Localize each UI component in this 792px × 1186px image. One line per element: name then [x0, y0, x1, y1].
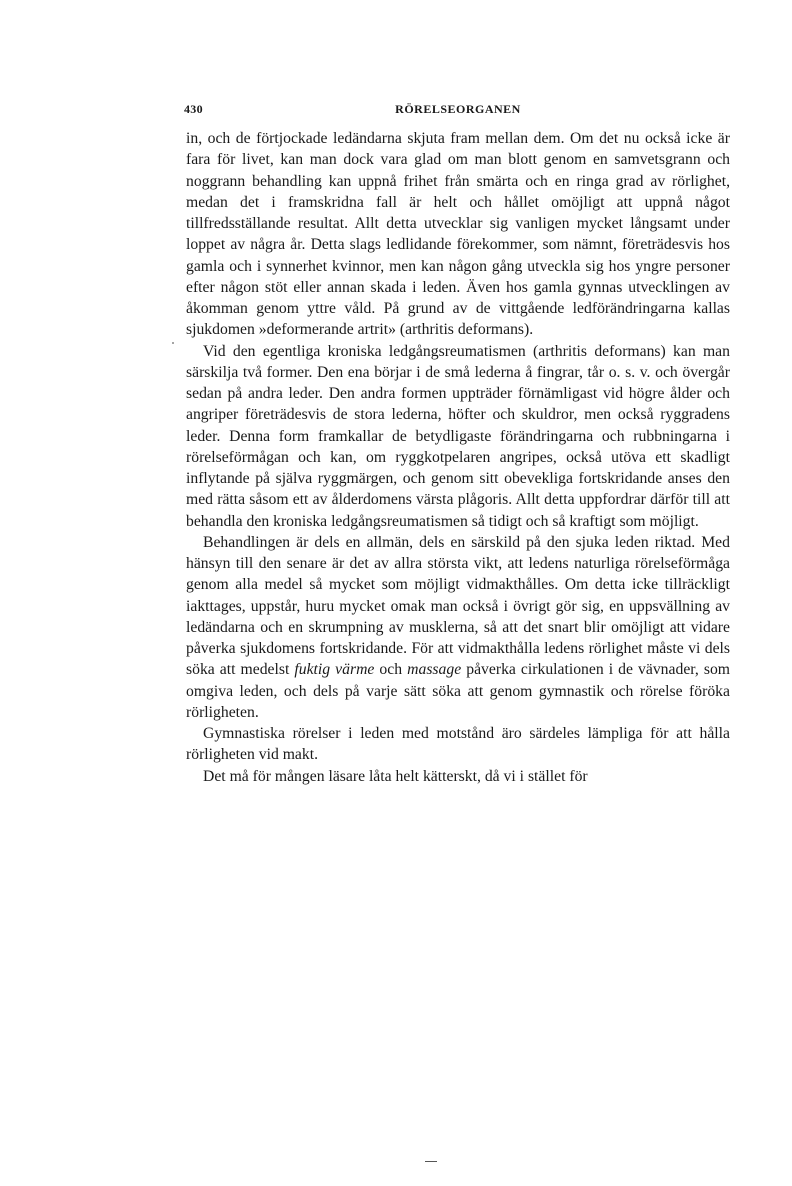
footer-dash — [425, 1161, 437, 1162]
text-segment: Behandlingen är dels en allmän, dels en särskild på den sjuka leden riktad. Med hänsyn till den senare är det av allra största vikt, att ledens naturliga rörelseförmåga genom alla medel så mycket som möjligt vidmakthålles. Om detta icke tillräckligt iakttages, uppstår, huru mycket omak man också i övrigt gör sig, en uppsvällning av ledändarna och en skrumpning av musklerna, så att det snart blir omöjligt att vidare påverka sjukdomens fortskridande. För att vidmakthålla ledens rörlighet måste vi dels söka att medelst — [186, 533, 730, 679]
running-head: RÖRELSEORGANEN — [395, 102, 521, 116]
margin-mark — [172, 342, 174, 344]
page-number: 430 — [184, 102, 203, 116]
text-segment: Det må för mången läsare låta helt kätterskt, då vi i stället för — [203, 767, 588, 785]
text-segment: påverka cirkulationen i de vävnader, som omgiva leden, och dels på varje sätt söka att genom gymnastik och rörelse föröka rörligheten. — [186, 661, 730, 721]
text-segment: Vid den egentliga kroniska ledgångsreumatismen (arthritis deformans) kan man särskilja två former. Den ena börjar i de små lederna å fingrar, tår o. s. v. och övergår sedan på andra leder. Den andra formen uppträder förnämligast vid högre ålder och angriper företrädesvis de stora lederna, höfter och skuldror, men också ryggradens leder. Denna form framkallar de betydligaste förändringarna och rubbningarna i rörelseförmågan och kan, om ryggkotpelaren angripes, också utöva ett skadligt inflytande på själva ryggmärgen, och genom sitt obevekliga fortskridande anses den med rätta såsom ett av ålderdomens värsta plågoris. Allt detta uppfordrar därför till att behandla den kroniska ledgångsreumatismen så tidigt och så kraftigt som möjligt. — [186, 342, 730, 530]
body-text — [186, 128, 730, 787]
text-segment: Gymnastiska rörelser i leden med motstånd äro särdeles lämpliga för att hålla rörligheten vid makt. — [186, 725, 730, 764]
text-segment: och — [374, 661, 408, 679]
page-header — [186, 102, 730, 128]
paragraph-2 — [186, 341, 730, 532]
paragraph-1 — [186, 128, 730, 341]
paragraph-3 — [186, 532, 730, 723]
italic-term-fuktig-varme: fuktig värme — [294, 661, 375, 679]
paragraph-5 — [186, 766, 730, 787]
document-page — [186, 102, 730, 787]
paragraph-4 — [186, 723, 730, 766]
italic-term-massage: massage — [407, 661, 462, 679]
text-segment: in, och de förtjockade ledändarna skjuta fram mellan dem. Om det nu också icke är fara för livet, kan man dock vara glad om man blott genom en samvetsgrann och noggrann behandling kan uppnå frihet från smärta och en ringa grad av rörlighet, medan det i framskridna fall är helt och hållet omöjligt att uppnå något tillfredsställande resultat. Allt detta utvecklar sig vanligen mycket långsamt under loppet av några år. Detta slags ledlidande förekommer, som nämnt, företrädesvis hos gamla och i synnerhet kvinnor, men kan någon gång utveckla sig hos yngre personer efter någon stöt eller annan skada i leden. Även hos gamla gynnas utvecklingen av åkomman genom yttre våld. På grund av de vittgående ledförändringarna kallas sjukdomen »deformerande artrit» (arthritis deformans). — [186, 130, 730, 339]
